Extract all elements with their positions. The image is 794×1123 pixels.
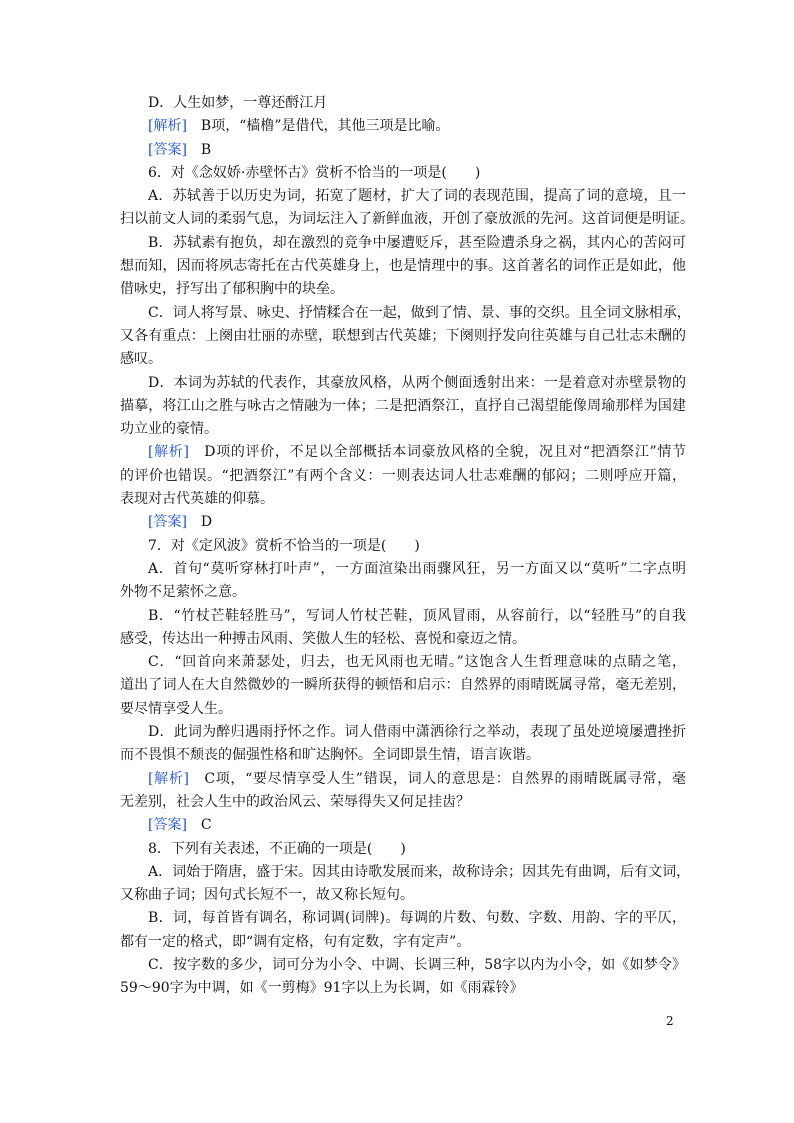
text-line xyxy=(120,185,686,208)
answer-tag: [答案] xyxy=(148,817,187,834)
line-text: 要尽情享受人生。 xyxy=(120,700,232,717)
text-line xyxy=(120,441,686,464)
text-line xyxy=(120,278,686,301)
text-line xyxy=(120,232,686,255)
text-line xyxy=(120,791,686,814)
text-line xyxy=(120,325,686,348)
line-text: 感受，传达出一种搏击风雨、笑傲人生的轻松、喜悦和豪迈之情。 xyxy=(120,630,526,647)
text-line xyxy=(120,348,686,371)
line-text: D xyxy=(186,514,213,531)
text-line xyxy=(120,674,686,697)
line-text: B．苏轼素有抱负，却在激烈的竞争中屡遭贬斥，甚至险遭杀身之祸，其内心的苦闷可 xyxy=(148,234,686,251)
line-text: D．本词为苏轼的代表作，其豪放风格，从两个侧面透射出来：一是着意对赤壁景物的 xyxy=(148,374,686,391)
line-text: 无差别，社会人生中的政治风云、荣辱得失又何足挂齿？ xyxy=(120,793,470,810)
text-line xyxy=(120,838,686,861)
answer-tag: [答案] xyxy=(148,141,187,158)
text-line xyxy=(120,465,686,488)
line-text: D项的评价，不足以全部概括本词豪放风格的全貌，况且对“把酒祭江”情节 xyxy=(188,444,686,461)
text-line xyxy=(120,581,686,604)
line-text: B．词，每首皆有调名，称词调(词牌)。每调的片数、句数、字数、用韵、字的平仄， xyxy=(148,910,686,927)
text-line xyxy=(120,931,686,954)
line-text: 想而知，因而将夙志寄托在古代英雄身上，也是情理中的事。这首著名的词作正是如此，他 xyxy=(120,258,686,275)
text-line xyxy=(120,977,686,1000)
line-text: D．人生如梦，一尊还酹江月 xyxy=(148,95,328,111)
line-text: 道出了词人在大自然微妙的一瞬所获得的顿悟和启示：自然界的雨晴既属寻常，毫无差别， xyxy=(120,677,686,694)
text-line xyxy=(120,884,686,907)
text-line xyxy=(120,698,686,721)
line-text: 借咏史，抒写出了郁积胸中的块垒。 xyxy=(120,281,344,298)
line-text: D．此词为醉归遇雨抒怀之作。词人借雨中潇洒徐行之举动，表现了虽处逆境屡遭挫折 xyxy=(148,724,686,741)
line-text: C．“回首向来萧瑟处，归去，也无风雨也无晴。”这饱含人生哲理意味的点睛之笔， xyxy=(148,654,686,671)
line-text: 而不畏惧不颓丧的倔强性格和旷达胸怀。全词即景生情，语言诙谐。 xyxy=(120,747,540,764)
text-line xyxy=(120,302,691,325)
text-line xyxy=(120,208,694,231)
text-line xyxy=(120,418,686,441)
line-text: 外物不足萦怀之意。 xyxy=(120,584,246,601)
line-text: 扫以前文人词的柔弱气息，为词坛注入了新鲜血液，开创了豪放派的先河。这首词便是明证。 xyxy=(120,211,694,228)
page-body xyxy=(120,92,694,1001)
line-text: 功立业的豪情。 xyxy=(120,421,218,438)
text-line xyxy=(120,488,686,511)
text-line xyxy=(120,139,686,162)
text-line xyxy=(120,535,686,558)
text-line xyxy=(120,768,686,791)
line-text: B项，“樯橹”是借代，其他三项是比喻。 xyxy=(186,118,450,135)
text-line xyxy=(120,744,686,767)
text-line xyxy=(120,395,686,418)
text-line xyxy=(120,511,686,534)
line-text: 59～90字为中调，如《一剪梅》91字以上为长调，如《雨霖铃》 xyxy=(120,980,524,997)
line-text: 都有一定的格式，即“调有定格，句有定数，字有定声”。 xyxy=(120,933,471,950)
page-number: 2 xyxy=(666,1014,674,1028)
text-line xyxy=(120,255,686,278)
text-line xyxy=(120,372,686,395)
text-line xyxy=(120,162,686,185)
text-line xyxy=(120,628,686,651)
answer-tag: [答案] xyxy=(148,514,187,531)
text-line xyxy=(120,92,686,115)
line-text: 7．对《定风波》赏析不恰当的一项是( ) xyxy=(148,537,420,554)
answer-tag: [解析] xyxy=(148,444,189,461)
line-text: B xyxy=(186,141,212,158)
line-text: C xyxy=(186,817,212,834)
line-text: A．词始于隋唐，盛于宋。因其由诗歌发展而来，故称诗余；因其先有曲调，后有文词， xyxy=(148,863,691,880)
line-text: C项，“要尽情享受人生”错误，词人的意思是：自然界的雨晴既属寻常，毫 xyxy=(188,770,686,787)
line-text: 描摹，将江山之胜与咏古之情融为一体；二是把酒祭江，直抒自己渴望能像周瑜那样为国建 xyxy=(120,397,686,414)
line-text: B．“竹杖芒鞋轻胜马”，写词人竹杖芒鞋，顶风冒雨，从容前行，以“轻胜马”的自我 xyxy=(148,607,686,624)
line-text: C．词人将写景、咏史、抒情糅合在一起，做到了情、景、事的交织。且全词文脉相承， xyxy=(148,304,691,321)
line-text: 6．对《念奴娇·赤壁怀古》赏析不恰当的一项是( ) xyxy=(148,164,481,181)
line-text: A．首句“莫听穿林打叶声”，一方面渲染出雨骤风狂，另一方面又以“莫听”二字点明 xyxy=(148,560,686,577)
text-line xyxy=(120,861,691,884)
text-line xyxy=(120,558,686,581)
line-text: 的评价也错误。“把酒祭江”有两个含义：一则表达词人壮志难酬的郁闷；二则呼应开篇， xyxy=(120,467,686,484)
text-line xyxy=(120,721,686,744)
answer-tag: [解析] xyxy=(148,770,189,787)
line-text: 感叹。 xyxy=(120,351,162,368)
line-text: 又称曲子词；因句式长短不一，故又称长短句。 xyxy=(120,887,414,904)
line-text: 8．下列有关表述，不正确的一项是( ) xyxy=(148,840,406,857)
text-line xyxy=(120,605,686,628)
line-text: A．苏轼善于以历史为词，拓宽了题材，扩大了词的表现范围，提高了词的意境，且一 xyxy=(148,188,686,205)
answer-tag: [解析] xyxy=(148,118,187,135)
text-line xyxy=(120,907,686,930)
text-line xyxy=(120,115,686,138)
line-text: 表现对古代英雄的仰慕。 xyxy=(120,491,274,508)
line-text: 又各有重点：上阕由壮丽的赤壁，联想到古代英雄；下阕则抒发向往英雄与自己壮志未酬的 xyxy=(120,327,686,344)
text-line xyxy=(120,651,686,674)
line-text: C．按字数的多少，词可分为小令、中调、长调三种，58字以内为小令，如《如梦令》 xyxy=(148,956,686,973)
text-line xyxy=(120,814,686,837)
text-line xyxy=(120,954,686,977)
